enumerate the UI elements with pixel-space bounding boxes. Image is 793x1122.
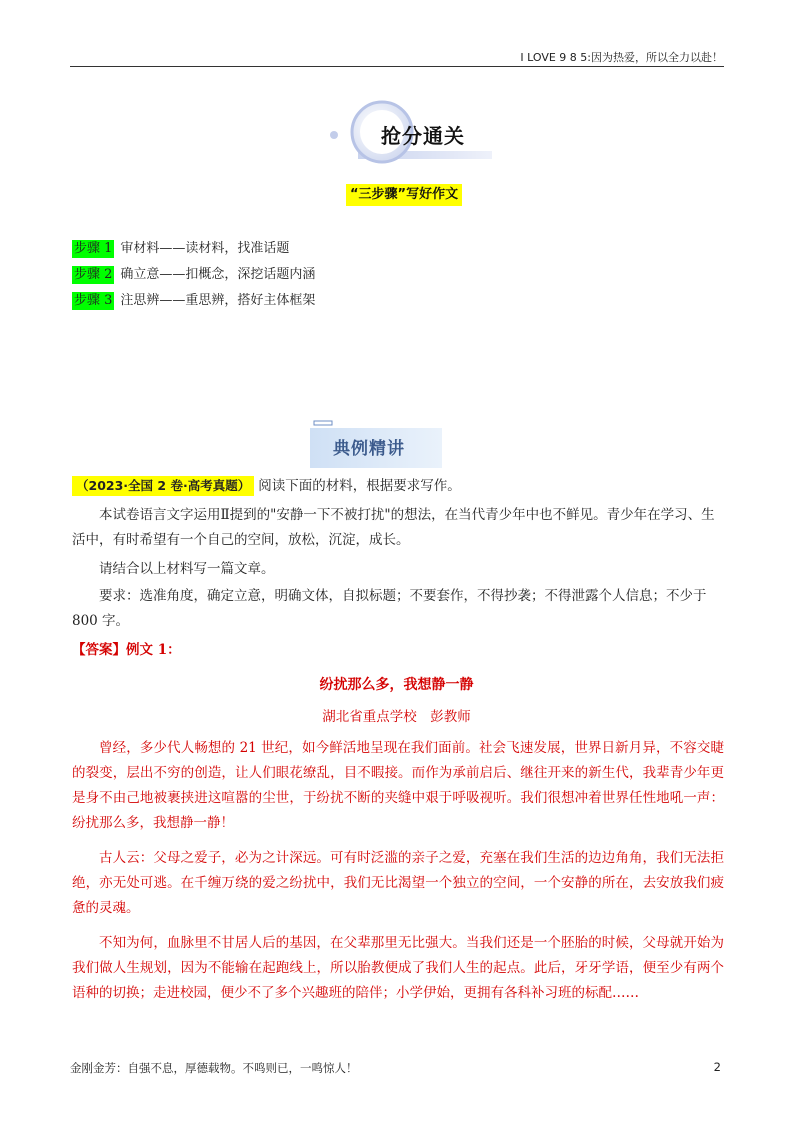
section-title: 抢分通关 xyxy=(381,124,465,148)
essay-paragraph: 不知为何，血脉里不甘居人后的基因，在父辈那里无比强大。当我们还是一个胚胎的时候，父母就开始为我们做人生规划，因为不能输在起跑线上，所以胎教便成了我们人生的起点。此后，牙牙学语，便至少有两个语种的切换；走进校园，便少不了多个兴趣班的陪伴；小学伊始，更拥有各科补习班的标配…… xyxy=(72,935,724,1001)
question-intro-text: 阅读下面的材料，根据要求写作。 xyxy=(258,478,461,494)
page-header-text: I LOVE 9 8 5:因为热爱，所以全力以赴！ xyxy=(520,51,723,64)
step-tag: 步骤 3 xyxy=(74,293,113,308)
question-requirement: 要求：选准角度，确定立意，明确文体，自拟标题；不要套作，不得抄袭；不得泄露个人信息；不少于 800 字。 xyxy=(72,588,707,629)
essay-title: 纷扰那么多，我想静一静 xyxy=(319,677,474,693)
step-tag: 步骤 1 xyxy=(74,241,113,256)
step-text: 注思辨——重思辨，搭好主体框架 xyxy=(120,293,316,308)
example-section-title: 典例精讲 xyxy=(333,439,405,459)
step-item xyxy=(72,238,315,264)
footer-motto: 金刚金芳：自强不息，厚德载物。不鸣则已，一鸣惊人！ xyxy=(70,1061,358,1075)
question-intro xyxy=(72,474,724,499)
answer-label: 【答案】 xyxy=(72,642,126,658)
step-text: 确立意——扣概念，深挖话题内涵 xyxy=(120,267,316,282)
step-item xyxy=(72,264,315,290)
page-number: 2 xyxy=(713,1060,721,1074)
question-material: 本试卷语言文字运用Ⅱ提到的"安静一下不被打扰"的想法，在当代青少年中也不鲜见。青少年在学习、生活中，有时希望有一个自己的空间，放松，沉淀，成长。 xyxy=(72,507,715,548)
section-subtitle: “三步骤”写好作文 xyxy=(346,184,462,206)
step-list xyxy=(72,238,315,316)
step-tag: 步骤 2 xyxy=(74,267,113,282)
example-essay-label: 例文 1： xyxy=(126,642,181,658)
essay-body xyxy=(72,736,724,1016)
essay-author: 湖北省重点学校 彭教师 xyxy=(322,709,471,725)
essay-paragraph: 曾经，多少代人畅想的 21 世纪，如今鲜活地呈现在我们面前。社会飞速发展，世界日新月异，不容交睫的裂变，层出不穷的创造，让人们眼花缭乱，目不暇接。而作为承前启后、继往开来的新生代，我辈青少年更是身不由己地被裹挟进这喧嚣的尘世，于纷扰不断的夹缝中艰于呼吸视听。我们很想冲着世界任性地吼一声：纷扰那么多，我想静一静！ xyxy=(72,740,724,831)
question-source-tag: （2023·全国 2 卷·高考真题） xyxy=(72,476,254,496)
answer-heading xyxy=(72,638,724,663)
step-text: 审材料——读材料，找准话题 xyxy=(120,241,290,256)
question-instruction: 请结合以上材料写一篇文章。 xyxy=(99,561,275,577)
essay-paragraph: 古人云：父母之爱子，必为之计深远。可有时泛滥的亲子之爱，充塞在我们生活的边边角角，我们无法拒绝，亦无处可逃。在千缠万绕的爱之纷扰中，我们无比渴望一个独立的空间，一个安静的所在，去安放我们疲惫的灵魂。 xyxy=(72,850,724,916)
step-item xyxy=(72,290,315,316)
header-rule xyxy=(70,66,724,67)
